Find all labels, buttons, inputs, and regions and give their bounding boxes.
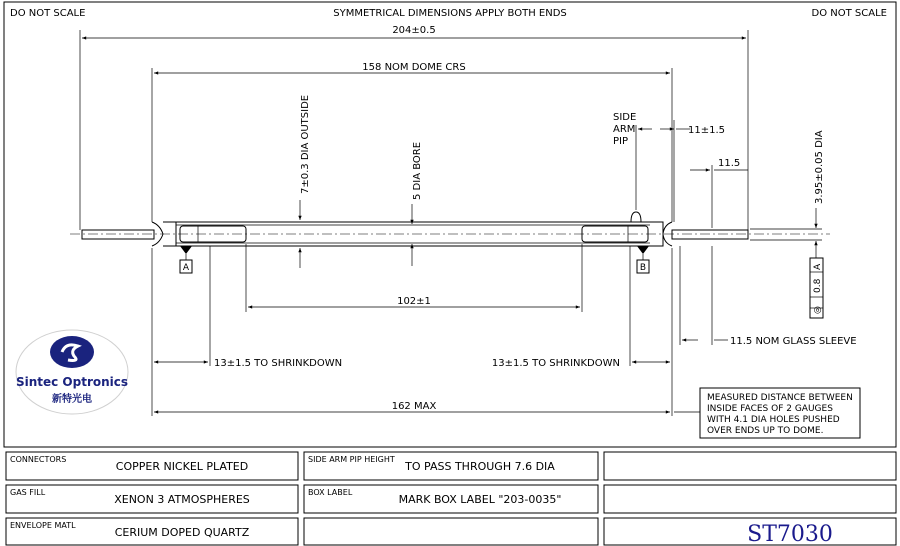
dim-side-arm (613, 112, 725, 222)
note-line-2: INSIDE FACES OF 2 GAUGES (707, 404, 833, 414)
dim-glass-sleeve (680, 246, 857, 347)
max-length-label: 162 MAX (391, 401, 437, 412)
dim-connector-dia (750, 130, 825, 258)
glass-sleeve-label: 11.5 NOM GLASS SLEEVE (730, 336, 857, 347)
side-arm-offset-label: 11±1.5 (688, 125, 726, 136)
datum-a-label: A (182, 263, 190, 273)
side-arm-text-1: SIDE (613, 112, 637, 123)
tolerance-symbol: ◎ (813, 306, 823, 314)
note-line-3: WITH 4.1 DIA HOLES PUSHED (707, 415, 840, 425)
dim-center-span (246, 244, 582, 312)
overall-length-label: 204±0.5 (392, 25, 436, 36)
gas-fill-value: XENON 3 ATMOSPHERES (114, 493, 250, 506)
note-line-4: OVER ENDS UP TO DOME. (707, 426, 824, 436)
tolerance-value: 0.8 (813, 278, 823, 293)
tolerance-ref-a: A (813, 263, 823, 270)
datum-a (180, 246, 192, 273)
lamp-body (70, 212, 830, 246)
do-not-scale-right: DO NOT SCALE (811, 8, 887, 19)
company-logo (16, 330, 128, 414)
dim-end-offset (690, 158, 748, 228)
do-not-scale-left: DO NOT SCALE (10, 8, 86, 19)
side-arm-text-3: PIP (613, 136, 629, 147)
dome-crs-label: 158 NOM DOME CRS (362, 62, 466, 73)
end-offset-label: 11.5 (718, 158, 741, 169)
dim-shrink-left (152, 246, 342, 416)
shrink-right-label: 13±1.5 TO SHRINKDOWN (491, 358, 620, 369)
tolerance-frame (810, 258, 823, 318)
dim-outside-dia (300, 95, 311, 268)
connector-dia-label: 3.95±0.05 DIA (814, 130, 825, 204)
part-number: ST7030 (747, 522, 833, 546)
outside-dia-label: 7±0.3 DIA OUTSIDE (300, 94, 311, 194)
dim-bore-dia (412, 142, 423, 266)
side-arm-text-2: ARM (613, 124, 636, 135)
dim-max-length (154, 401, 700, 412)
connectors-value: COPPER NICKEL PLATED (115, 460, 249, 473)
datum-b (637, 246, 649, 273)
side-arm-pip (631, 212, 641, 222)
box-label-label: BOX LABEL (308, 488, 353, 497)
gas-fill-label: GAS FILL (10, 488, 46, 497)
side-arm-height-label: SIDE ARM PIP HEIGHT (308, 455, 395, 464)
side-arm-height-value: TO PASS THROUGH 7.6 DIA (405, 460, 555, 473)
measurement-note (700, 388, 860, 438)
envelope-label: ENVELOPE MATL (10, 521, 76, 530)
bore-dia-label: 5 DIA BORE (412, 141, 423, 200)
center-span-label: 102±1 (397, 296, 431, 307)
envelope-value: CERIUM DOPED QUARTZ (114, 526, 250, 539)
logo-chinese: 新特光电 (52, 394, 92, 405)
datum-b-label: B (639, 263, 647, 273)
symmetric-note: SYMMETRICAL DIMENSIONS APPLY BOTH ENDS (333, 8, 567, 19)
left-connector (82, 230, 154, 239)
logo-name: Sintec Optronics (15, 375, 129, 389)
right-connector (672, 230, 748, 239)
note-line-1: MEASURED DISTANCE BETWEEN (707, 393, 853, 403)
connectors-label: CONNECTORS (10, 455, 67, 464)
box-label-value: MARK BOX LABEL "203-0035" (398, 493, 562, 506)
shrink-left-label: 13±1.5 TO SHRINKDOWN (214, 358, 343, 369)
spec-table (6, 452, 896, 546)
